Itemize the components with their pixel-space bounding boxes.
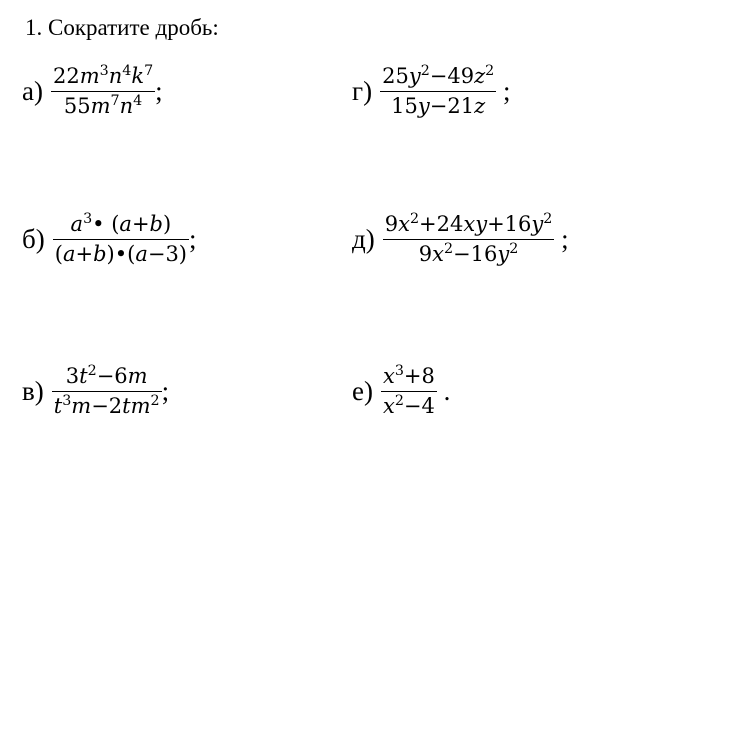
punctuation: .	[436, 375, 451, 406]
problem-b	[22, 213, 197, 265]
numerator: $25y^2-49z^2$	[382, 63, 495, 88]
denominator: $t^3m-2tm^2$	[53, 393, 160, 419]
problem-label: д)	[352, 223, 375, 254]
punctuation: ;	[554, 223, 569, 254]
problem-label: в)	[22, 375, 44, 406]
fraction	[380, 65, 496, 117]
numerator: $a^3•$ (a+b)	[70, 211, 172, 236]
punctuation: ;	[496, 75, 511, 106]
problem-a	[22, 65, 163, 117]
punctuation: ;	[161, 375, 170, 406]
denominator: $55m^7n^4$	[63, 93, 143, 119]
numerator: $3t^2-6m$	[65, 363, 148, 388]
punctuation: ;	[189, 223, 197, 254]
fraction	[383, 213, 555, 265]
punctuation: ;	[155, 75, 163, 106]
fraction	[381, 365, 437, 417]
denominator: $x^2-4$	[382, 393, 435, 419]
problem-g	[352, 65, 511, 117]
denominator: (a+b)•(a−3)	[54, 242, 187, 267]
fraction	[51, 65, 155, 117]
problem-label: г)	[352, 75, 373, 106]
problem-v	[22, 365, 169, 417]
numerator: $9x^2+24xy+16y^2$	[384, 211, 553, 236]
problem-label: б)	[22, 223, 45, 254]
numerator: $22m^3n^4k^7$	[52, 63, 154, 88]
denominator: 15y−21z	[391, 94, 486, 119]
problem-e	[352, 365, 450, 417]
task-heading: 1. Сократите дробь:	[25, 15, 219, 40]
problem-label: а)	[22, 75, 43, 106]
fraction	[53, 213, 189, 265]
problem-d	[352, 213, 569, 265]
problem-label: е)	[352, 375, 373, 406]
denominator: $9x^2-16y^2$	[418, 241, 519, 267]
fraction	[52, 365, 162, 417]
numerator: $x^3+8$	[382, 363, 435, 388]
